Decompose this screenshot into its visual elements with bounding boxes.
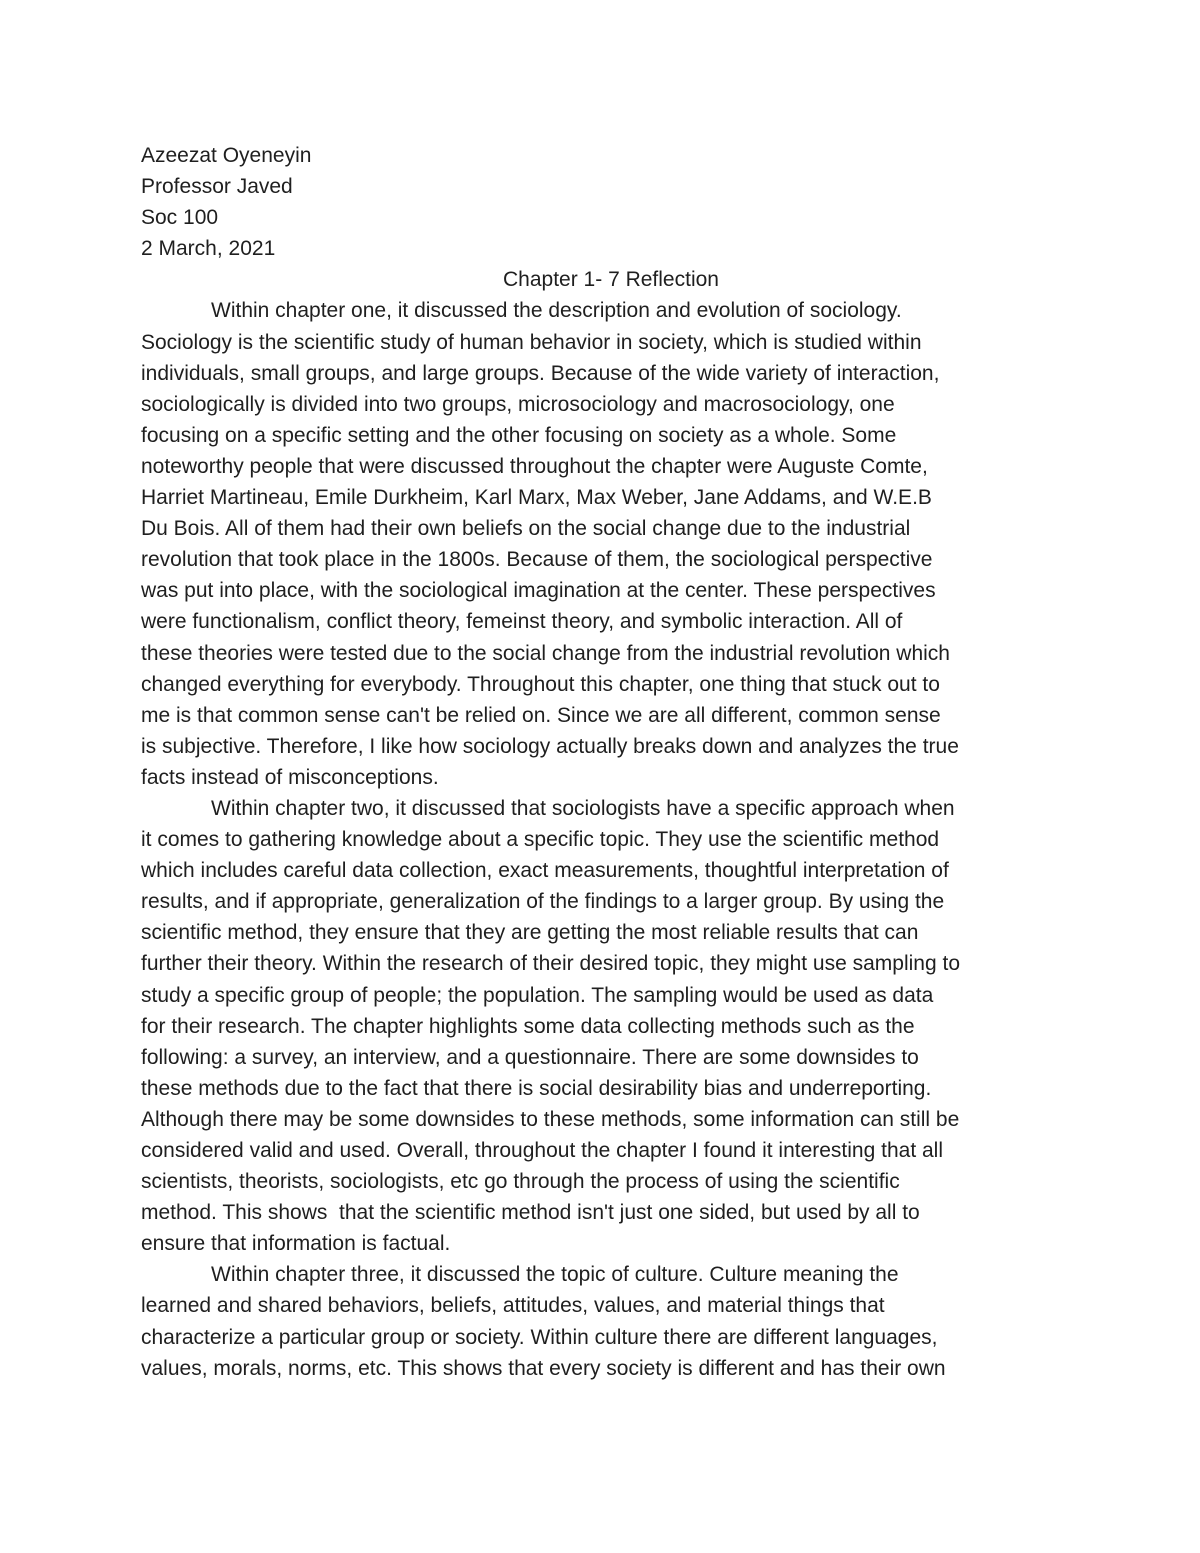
paragraph-line: Although there may be some downsides to these methods, some information can still be <box>141 1107 960 1131</box>
paragraph-line: considered valid and used. Overall, throughout the chapter I found it interesting that all <box>141 1139 943 1162</box>
paragraph-line: method. This shows that the scientific method isn't just one sided, but used by all to <box>141 1201 920 1225</box>
paragraph-line: values, morals, norms, etc. This shows that every society is different and has their own <box>141 1356 946 1380</box>
paragraph-line: Harriet Martineau, Emile Durkheim, Karl Marx, Max Weber, Jane Addams, and W.E.B <box>141 486 932 510</box>
author-name: Azeezat Oyeneyin <box>141 144 312 167</box>
paragraph-line: Du Bois. All of them had their own beliefs on the social change due to the industrial <box>141 517 911 541</box>
paragraph-chapter-three <box>141 1259 1081 1383</box>
paragraph-line: study a specific group of people; the population. The sampling would be used as data <box>141 983 934 1007</box>
paragraph-line: which includes careful data collection, exact measurements, thoughtful interpretation of <box>141 859 949 883</box>
course-name: Soc 100 <box>141 206 219 230</box>
document-title: Chapter 1- 7 Reflection <box>503 268 719 292</box>
document-body <box>141 140 1081 1384</box>
paragraph-line: me is that common sense can't be relied on. Since we are all different, common sense <box>141 703 941 727</box>
paragraph-line: changed everything for everybody. Throughout this chapter, one thing that stuck out to <box>141 672 940 696</box>
paragraph-line: scientists, theorists, sociologists, etc go through the process of using the scientific <box>141 1170 900 1194</box>
paragraph-chapter-two <box>141 793 1081 1259</box>
paragraph-line: facts instead of misconceptions. <box>141 765 439 789</box>
paragraph-line: Within chapter three, it discussed the topic of culture. Culture meaning the <box>211 1263 899 1287</box>
paragraph-line: revolution that took place in the 1800s. Because of them, the sociological perspective <box>141 548 933 572</box>
paragraph-line: focusing on a specific setting and the other focusing on society as a whole. Some <box>141 423 897 447</box>
paragraph-line: ensure that information is factual. <box>141 1232 451 1256</box>
paragraph-line: it comes to gathering knowledge about a specific topic. They use the scientific method <box>141 828 940 852</box>
paragraph-line: individuals, small groups, and large groups. Because of the wide variety of interaction, <box>141 361 940 385</box>
paragraph-line: learned and shared behaviors, beliefs, attitudes, values, and material things that <box>141 1294 885 1318</box>
paragraph-line: results, and if appropriate, generalization of the findings to a larger group. By using the <box>141 890 945 914</box>
paragraph-line: Within chapter one, it discussed the description and evolution of sociology. <box>211 299 902 323</box>
paragraph-line: were functionalism, conflict theory, femeinst theory, and symbolic interaction. All of <box>141 610 903 634</box>
paragraph-line: characterize a particular group or society. Within culture there are different languages, <box>141 1325 938 1349</box>
document-date: 2 March, 2021 <box>141 237 276 261</box>
paragraph-line: is subjective. Therefore, I like how sociology actually breaks down and analyzes the true <box>141 734 959 758</box>
paragraph-line: scientific method, they ensure that they are getting the most reliable results that can <box>141 921 919 945</box>
paragraph-line: following: a survey, an interview, and a questionnaire. There are some downsides to <box>141 1045 919 1069</box>
paragraph-line: further their theory. Within the research of their desired topic, they might use sampling to <box>141 952 960 976</box>
professor-name: Professor Javed <box>141 175 293 199</box>
paragraph-line: was put into place, with the sociological imagination at the center. These perspectives <box>141 579 936 603</box>
paragraph-line: Within chapter two, it discussed that sociologists have a specific approach when <box>211 796 955 820</box>
paragraph-line: Sociology is the scientific study of human behavior in society, which is studied within <box>141 330 922 354</box>
paragraph-chapter-one <box>141 295 1081 793</box>
paragraph-line: sociologically is divided into two groups, microsociology and macrosociology, one <box>141 392 895 416</box>
paragraph-line: for their research. The chapter highlights some data collecting methods such as the <box>141 1014 915 1038</box>
paragraph-line: these methods due to the fact that there is social desirability bias and underreporting. <box>141 1076 932 1100</box>
paragraph-line: these theories were tested due to the social change from the industrial revolution which <box>141 641 950 665</box>
paragraph-line: noteworthy people that were discussed throughout the chapter were Auguste Comte, <box>141 454 928 478</box>
